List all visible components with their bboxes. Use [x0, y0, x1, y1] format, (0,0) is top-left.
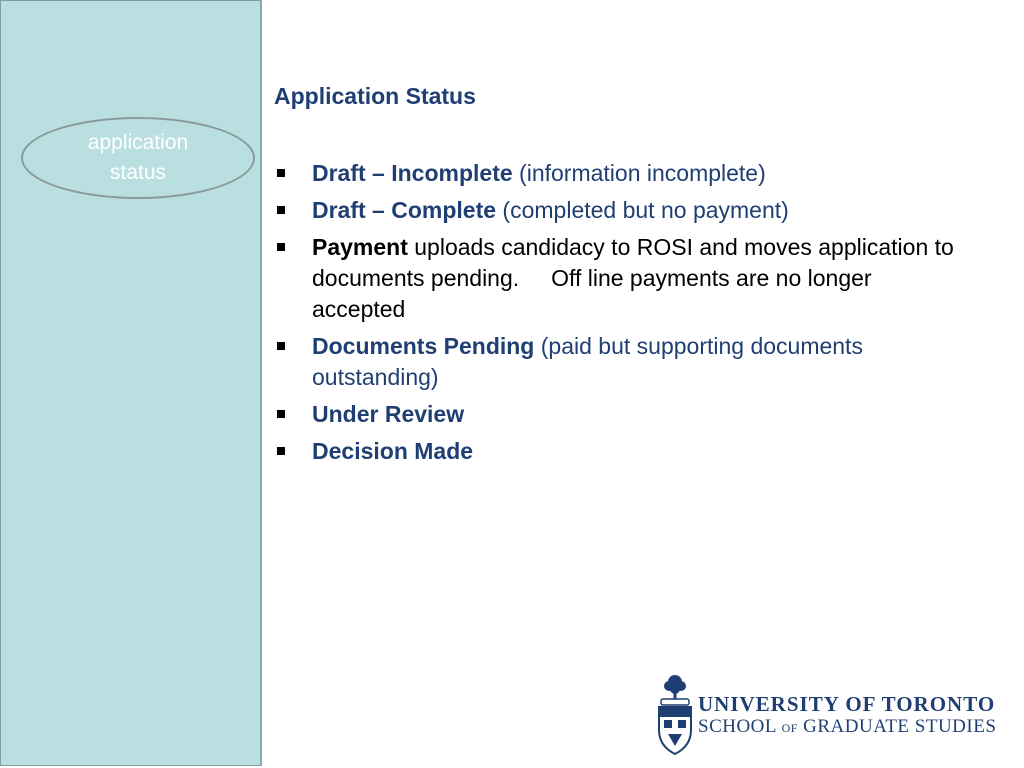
logo-of-word: OF — [781, 721, 798, 735]
list-item — [274, 436, 954, 467]
list-item — [274, 195, 954, 226]
status-description: (paid but supporting documents outstanding) — [312, 333, 863, 390]
status-description: (information incomplete) — [512, 160, 766, 186]
logo-graduate-studies: GRADUATE STUDIES — [803, 716, 997, 737]
square-bullet-icon — [277, 342, 285, 350]
status-description: (completed but no payment) — [496, 197, 789, 223]
status-list — [274, 158, 961, 467]
university-logo — [656, 672, 1008, 756]
status-name: Under Review — [312, 401, 465, 427]
logo-school-name — [698, 716, 996, 738]
status-name: Draft – Complete — [312, 197, 497, 223]
main-content — [274, 80, 961, 473]
sidebar — [0, 0, 262, 766]
square-bullet-icon — [277, 447, 285, 455]
status-name: Documents Pending — [312, 333, 535, 359]
crest-icon — [656, 672, 694, 756]
square-bullet-icon — [277, 169, 285, 177]
nav-label-line1: application — [87, 131, 189, 154]
square-bullet-icon — [277, 243, 285, 251]
nav-label-line2: status — [109, 161, 167, 184]
logo-university-name: UNIVERSITY OF TORONTO — [698, 692, 996, 716]
square-bullet-icon — [277, 206, 285, 214]
status-name: Decision Made — [312, 438, 474, 464]
page-title: Application Status — [274, 83, 476, 109]
status-description: uploads candidacy to ROSI and moves application to documents pending. Off line payments are no longer accepted — [312, 234, 961, 322]
list-item — [274, 158, 954, 189]
list-item — [274, 232, 961, 325]
square-bullet-icon — [277, 410, 285, 418]
list-item — [274, 331, 954, 393]
logo-school-word: SCHOOL — [698, 716, 777, 737]
status-name: Payment — [312, 234, 408, 260]
status-name: Draft – Incomplete — [312, 160, 513, 186]
list-item — [274, 399, 954, 430]
application-status-nav-button[interactable] — [21, 117, 255, 199]
